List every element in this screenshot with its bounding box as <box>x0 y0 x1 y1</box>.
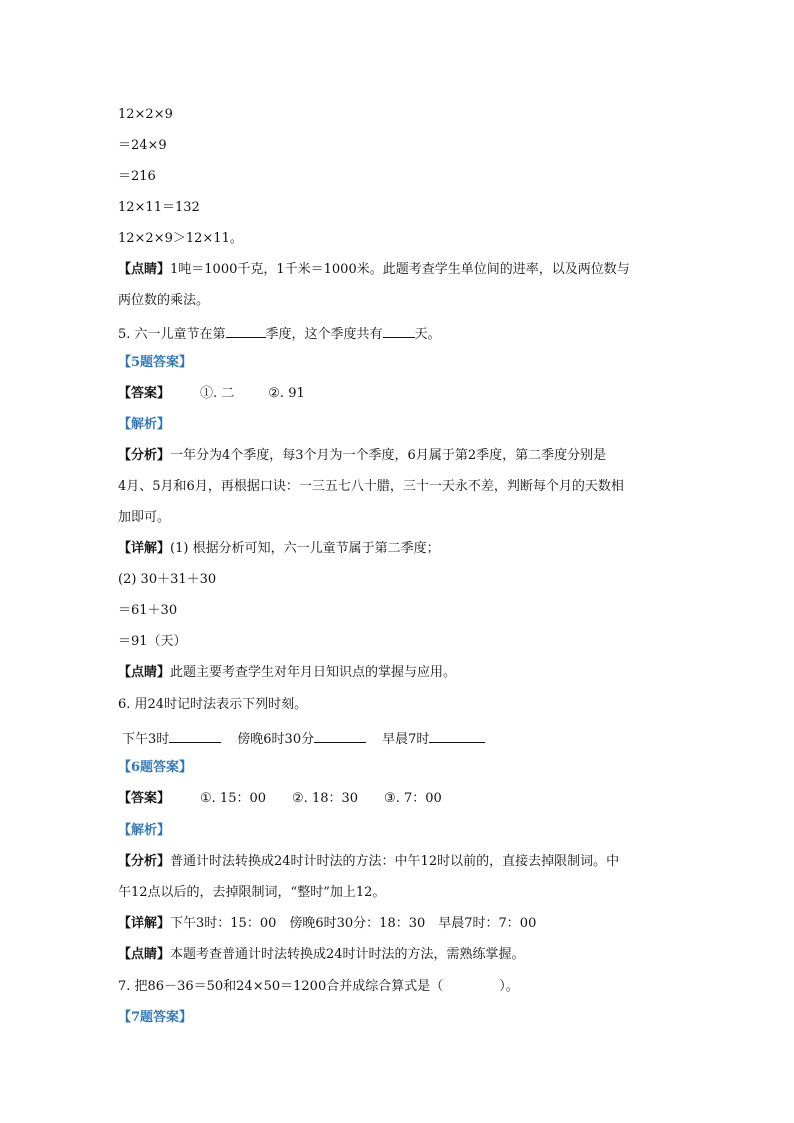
q6-item-3: 早晨7时 <box>382 732 430 747</box>
q4-tip-line-1 <box>118 261 630 279</box>
q5-blank-1 <box>226 323 266 338</box>
q6-blank-2 <box>314 728 366 743</box>
q7-question-text-1: 7. 把86－36＝50和24×50＝1200合并成综合算式是（ <box>118 979 444 994</box>
calc-line-3: ＝216 <box>118 169 156 184</box>
dianjing-tag: 【点睛】 <box>118 665 171 680</box>
q6-answer-2: ②. 18：30 <box>292 791 359 806</box>
q5-answer-heading: 【5题答案】 <box>118 355 193 370</box>
q6-dianjing-text: 本题考查普通计时法转换成24时计时法的方法，需熟练掌握。 <box>170 947 525 962</box>
tip-text: 1吨＝1000千克，1千米＝1000米。此题考查学生单位间的进率，以及两位数与 <box>170 262 630 277</box>
answer-tag: 【答案】 <box>118 791 171 806</box>
q6-fenxi-line-1 <box>118 853 619 871</box>
calc-line-2: ＝24×9 <box>118 138 167 153</box>
q7-question <box>118 978 519 996</box>
q7-question-text-2: ）。 <box>499 979 519 994</box>
calc-line-5: 12×2×9＞12×11。 <box>118 231 243 246</box>
q6-dianjing <box>118 946 525 964</box>
q6-answer-1: ①. 15：00 <box>200 791 267 806</box>
q6-blank-1 <box>169 728 221 743</box>
q5-xiangjie-line-2: (2) 30＋31＋30 <box>118 572 217 587</box>
q5-question-text-1: 5. 六一儿童节在第 <box>118 327 226 342</box>
q6-analysis-heading: 【解析】 <box>118 823 171 838</box>
q5-xiangjie-line-3: ＝61＋30 <box>118 603 178 618</box>
q5-dianjing-text: 此题主要考查学生对年月日知识点的掌握与应用。 <box>170 665 457 680</box>
q5-question-text-3: 天。 <box>414 327 441 342</box>
q6-fenxi-line-2: 午12点以后的，去掉限制词，“整时”加上12。 <box>118 885 386 900</box>
q5-question <box>118 323 441 341</box>
q6-answer <box>118 790 442 808</box>
answer-tag: 【答案】 <box>118 386 171 401</box>
q5-dianjing <box>118 664 456 682</box>
q5-fenxi-text-1: 一年分为4个季度，每3个月为一个季度，6月属于第2季度，第二季度分别是 <box>170 448 607 463</box>
q7-answer-heading: 【7题答案】 <box>118 1010 193 1025</box>
q5-answer-2: ②. 91 <box>268 386 305 401</box>
q6-question: 6. 用24时记时法表示下列时刻。 <box>118 697 308 712</box>
q5-xiangjie-text-1: (1) 根据分析可知，六一儿童节属于第二季度； <box>170 541 440 556</box>
fenxi-tag: 【分析】 <box>118 854 171 869</box>
q5-analysis-heading: 【解析】 <box>118 417 171 432</box>
q5-blank-2 <box>383 323 415 338</box>
q6-blank-3 <box>429 728 485 743</box>
q5-question-text-2: 季度，这个季度共有 <box>265 327 383 342</box>
calc-line-4: 12×11＝132 <box>118 200 200 215</box>
q6-item-2: 傍晚6时30分 <box>237 732 315 747</box>
calc-line-1: 12×2×9 <box>118 107 173 122</box>
q6-xiangjie-text: 下午3时：15：00 傍晚6时30分：18：30 早晨7时：7：00 <box>170 916 537 931</box>
q6-fenxi-text-1: 普通计时法转换成24时计时法的方法：中午12时以前的，直接去掉限制词。中 <box>170 854 620 869</box>
q5-fenxi-line-1 <box>118 447 606 465</box>
q6-item-1: 下午3时 <box>122 732 170 747</box>
q6-xiangjie <box>118 915 536 933</box>
q4-tip-line-2: 两位数的乘法。 <box>118 293 210 308</box>
q6-answer-heading: 【6题答案】 <box>118 760 193 775</box>
q5-xiangjie-line-4: ＝91（天） <box>118 634 187 649</box>
q5-answer <box>118 385 305 403</box>
q5-answer-1: ①. 二 <box>200 386 235 401</box>
q6-items <box>122 728 485 746</box>
xiangjie-tag: 【详解】 <box>118 541 171 556</box>
q5-fenxi-line-3: 加即可。 <box>118 510 171 525</box>
dianjing-tag: 【点睛】 <box>118 947 171 962</box>
tip-tag: 【点睛】 <box>118 262 171 277</box>
q5-fenxi-line-2: 4月、5月和6月，再根据口诀：一三五七八十腊，三十一天永不差，判断每个月的天数相 <box>118 479 624 494</box>
fenxi-tag: 【分析】 <box>118 448 171 463</box>
xiangjie-tag: 【详解】 <box>118 916 171 931</box>
q5-xiangjie-line-1 <box>118 540 440 558</box>
q6-answer-3: ③. 7：00 <box>384 791 442 806</box>
